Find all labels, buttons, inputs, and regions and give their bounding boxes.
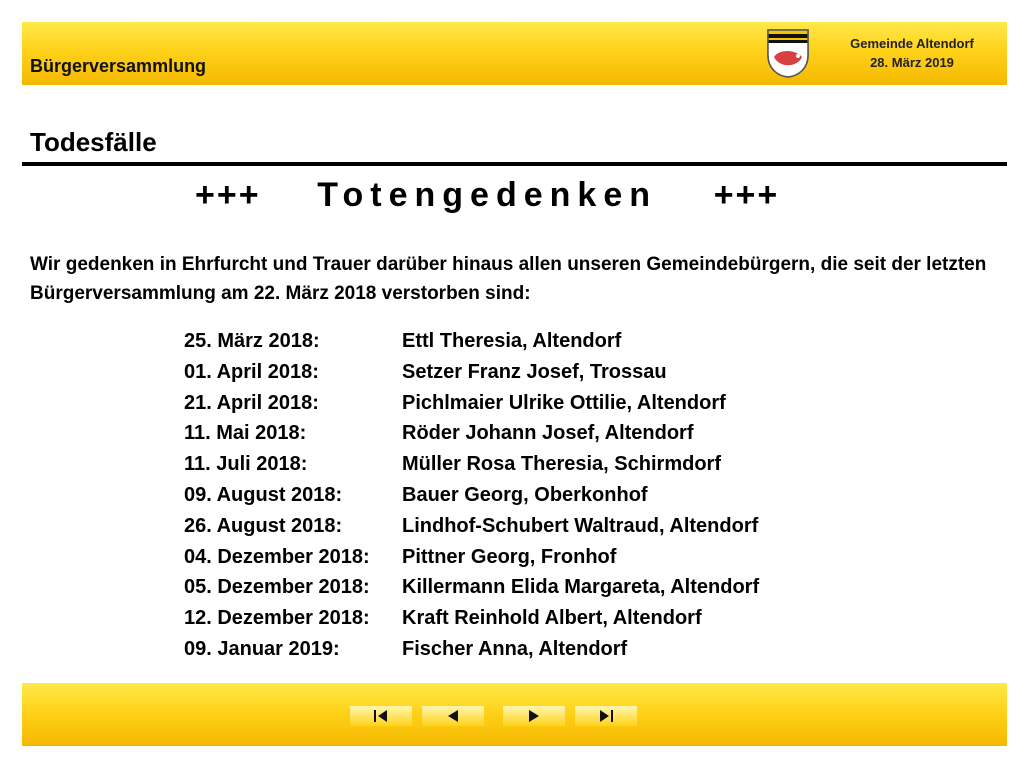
death-row xyxy=(184,449,759,480)
death-name: Fischer Anna, Altendorf xyxy=(402,637,628,660)
death-name: Pichlmaier Ulrike Ottilie, Altendorf xyxy=(402,391,726,414)
death-date: 09. August 2018: xyxy=(184,483,343,506)
banner-right-plus: +++ xyxy=(713,176,780,214)
death-date: 01. April 2018: xyxy=(184,360,319,383)
death-row xyxy=(184,418,759,449)
death-name: Setzer Franz Josef, Trossau xyxy=(402,360,667,383)
previous-slide-button[interactable] xyxy=(422,706,484,726)
banner-left-plus: +++ xyxy=(195,176,261,214)
death-name: Röder Johann Josef, Altendorf xyxy=(402,422,694,445)
header-title: Bürgerversammlung xyxy=(30,56,207,76)
death-row xyxy=(184,388,759,419)
death-name: Pittner Georg, Fronhof xyxy=(402,545,617,568)
death-date: 09. Januar 2019: xyxy=(184,637,340,660)
death-row xyxy=(184,542,759,573)
death-name: Kraft Reinhold Albert, Altendorf xyxy=(402,607,702,630)
first-slide-button[interactable] xyxy=(350,706,412,726)
death-date: 11. Mai 2018: xyxy=(184,422,307,445)
last-slide-button[interactable] xyxy=(575,706,637,726)
death-name: Bauer Georg, Oberkonhof xyxy=(402,483,648,506)
org-name: Gemeinde Altendorf xyxy=(850,36,974,51)
intro-text: Wir gedenken in Ehrfurcht und Trauer darüber hinaus allen unseren Gemeindebürgern, die seit der letzten Bürgerversammlung am 22. März 2018 verstorben sind: xyxy=(30,254,987,304)
death-name: Lindhof-Schubert Waltraud, Altendorf xyxy=(402,514,759,537)
next-slide-icon xyxy=(524,708,544,724)
death-row xyxy=(184,326,759,357)
death-name: Müller Rosa Theresia, Schirmdorf xyxy=(402,453,721,476)
death-row xyxy=(184,357,759,388)
death-name: Ettl Theresia, Altendorf xyxy=(402,330,622,352)
banner xyxy=(195,176,779,215)
death-row xyxy=(184,603,759,634)
death-date: 25. März 2018: xyxy=(184,330,320,352)
death-row xyxy=(184,572,759,603)
last-slide-icon xyxy=(596,708,616,724)
death-row xyxy=(184,480,759,511)
header-date: 28. März 2019 xyxy=(870,55,954,70)
org-info xyxy=(822,34,1002,72)
first-slide-icon xyxy=(371,708,391,724)
title-divider xyxy=(22,162,1007,166)
death-row xyxy=(184,511,759,542)
death-row xyxy=(184,634,759,665)
banner-word: Totengedenken xyxy=(317,176,657,214)
death-date: 05. Dezember 2018: xyxy=(184,576,370,599)
death-date: 12. Dezember 2018: xyxy=(184,607,370,630)
death-date: 11. Juli 2018: xyxy=(184,453,308,476)
death-list xyxy=(184,326,759,665)
death-date: 21. April 2018: xyxy=(184,391,319,414)
coat-of-arms-icon xyxy=(765,27,811,79)
section-title: Todesfälle xyxy=(30,127,157,157)
next-slide-button[interactable] xyxy=(503,706,565,726)
death-date: 04. Dezember 2018: xyxy=(184,545,370,568)
death-name: Killermann Elida Margareta, Altendorf xyxy=(402,576,760,599)
previous-slide-icon xyxy=(443,708,463,724)
death-date: 26. August 2018: xyxy=(184,514,343,537)
